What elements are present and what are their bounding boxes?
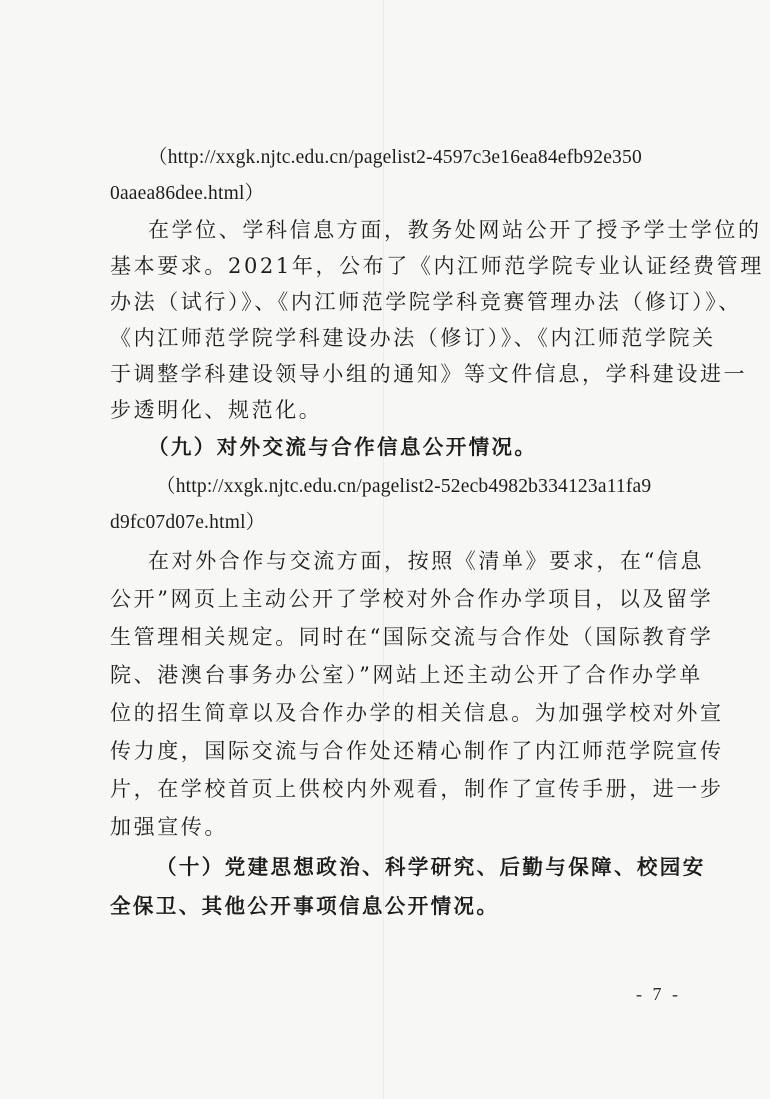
paragraph-line: 传力度，国际交流与合作处还精心制作了内江师范学院宣传 (110, 739, 724, 763)
paragraph-line: 片，在学校首页上供校内外观看，制作了宣传手册，进一步 (110, 777, 724, 801)
paragraph-line: 在学位、学科信息方面，教务处网站公开了授予学士学位的 (148, 218, 762, 242)
url-line-2: 0aaea86dee.html） (110, 183, 265, 204)
paragraph-line: 在对外合作与交流方面，按照《清单》要求，在“信息 (148, 549, 705, 573)
paragraph-line: 院、港澳台事务办公室）”网站上还主动公开了合作办学单 (110, 663, 703, 687)
url-line-1: （http://xxgk.njtc.edu.cn/pagelist2-4597c3e16ea84efb92e350 (148, 147, 642, 168)
url-line-4: d9fc07d07e.html） (110, 512, 266, 533)
paragraph-line: 公开”网页上主动公开了学校对外合作办学项目，以及留学 (110, 587, 714, 611)
url-line-3: （http://xxgk.njtc.edu.cn/pagelist2-52ecb4982b334123a11fa9 (156, 476, 652, 497)
page-number: - 7 - (636, 984, 681, 1004)
paragraph-line: 《内江师范学院学科建设办法（修订）》、《内江师范学院关 (110, 326, 716, 350)
paragraph-line: 基本要求。2021年，公布了《内江师范学院专业认证经费管理 (110, 254, 764, 278)
paragraph-line: 办法（试行）》、《内江师范学院学科竞赛管理办法（修订）》、 (110, 290, 742, 314)
section-heading-9: （九）对外交流与合作信息公开情况。 (148, 435, 538, 459)
paragraph-line: 加强宣传。 (110, 815, 228, 839)
paragraph-line: 于调整学科建设领导小组的通知》等文件信息，学科建设进一 (110, 362, 748, 386)
paragraph-line: 生管理相关规定。同时在“国际交流与合作处（国际教育学 (110, 625, 714, 649)
section-heading-10: （十）党建思想政治、科学研究、后勤与保障、校园安 (156, 855, 706, 879)
section-heading-10-continued: 全保卫、其他公开事项信息公开情况。 (110, 894, 500, 918)
paragraph-line: 位的招生简章以及合作办学的相关信息。为加强学校对外宣 (110, 701, 724, 725)
paragraph-line: 步透明化、规范化。 (110, 398, 323, 422)
